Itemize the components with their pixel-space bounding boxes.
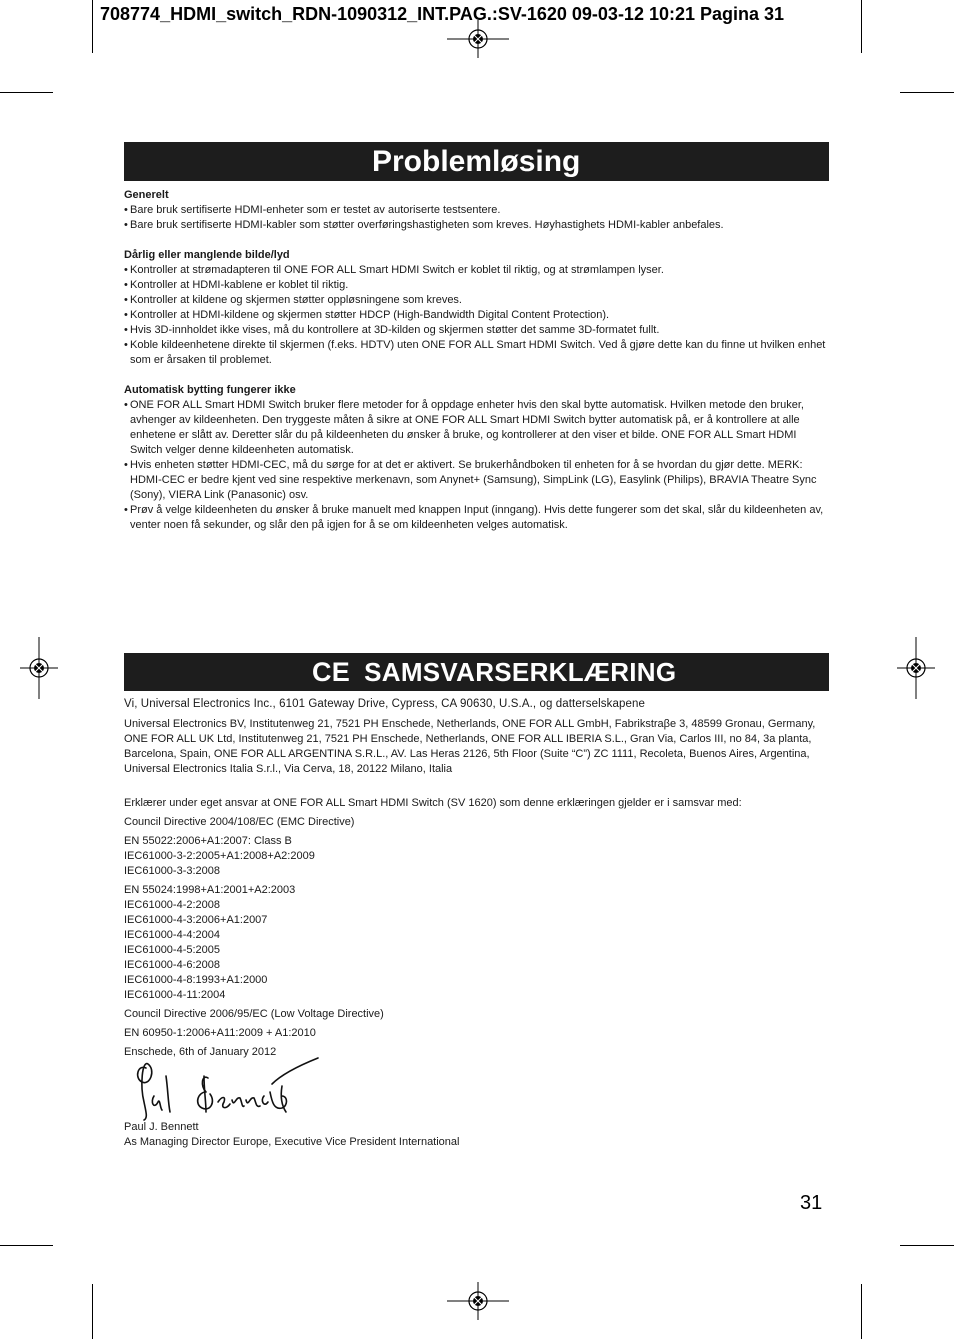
crop-mark — [900, 92, 954, 93]
troubleshooting-content — [124, 188, 829, 533]
bullet-list — [124, 398, 829, 533]
standard-item: IEC61000-4-11:2004 — [124, 989, 226, 1001]
crop-mark — [0, 1245, 53, 1246]
crop-mark — [900, 1245, 954, 1246]
standard-item: IEC61000-4-3:2006+A1:2007 — [124, 914, 268, 926]
standard-item: EN 55022:2006+A1:2007: Class B — [124, 835, 292, 847]
list-item: • Bare bruk sertifiserte HDMI-enheter som er testet av autoriserte testsentere. — [124, 203, 829, 218]
standard-item: IEC61000-4-6:2008 — [124, 959, 221, 971]
declaration-text: Erklærer under eget ansvar at ONE FOR ALL Smart HDMI Switch (SV 1620) som denne erklæringen gjelder er i samsvar med: — [124, 797, 742, 809]
section-title-bar — [124, 142, 829, 181]
immunity-standards — [124, 883, 829, 1003]
page-title: Problemløsing — [372, 144, 581, 178]
standard-item: EN 55024:1998+A1:2001+A2:2003 — [124, 884, 296, 896]
registration-mark-icon — [447, 20, 509, 58]
emission-standards — [124, 834, 829, 879]
signatory-title: As Managing Director Europe, Executive Vice President International — [124, 1136, 460, 1148]
place-date: Enschede, 6th of January 2012 — [124, 1046, 277, 1058]
lvd-standard: EN 60950-1:2006+A11:2009 + A1:2010 — [124, 1027, 316, 1039]
page-number: 31 — [800, 1192, 823, 1214]
print-slug: 708774_HDMI_switch_RDN-1090312_INT.PAG.:SV-1620 09-03-12 10:21 Pagina 31 — [100, 4, 785, 24]
subsidiaries-text: Universal Electronics BV, Institutenweg 21, 7521 PH Enschede, Netherlands, ONE FOR ALL GmbH, Fabrikstraβe 3, 48599 Gronau, Germany, ONE FOR ALL UK Ltd, Institutenweg 21, 7521 PH Enschede, Netherlands, ONE FOR ALL IBERIA S.L., Gran Via, Carlos III, no 84, 3a planta, Barcelona, Spain, ONE FOR ALL ARGENTINA S.R.L., AV. Las Heras 2126, 5th Floor (Suite “C”) ZC 1111, Recoleta, Buenos Aires, Argentina, Universal Electronics Italia S.r.l., Via Cerva, 18, 20122 Milano, Italia — [124, 718, 816, 775]
standard-item: IEC61000-3-3:2008 — [124, 865, 221, 877]
section-heading: Automatisk bytting fungerer ikke — [124, 384, 296, 396]
list-item: • Hvis enheten støtter HDMI-CEC, må du sørge for at det er aktivert. Se brukerhåndboken til enheten for å se hvordan du gjør dette. MERK: HDMI-CEC er bedre kjent ved sine respektive merkenavn, som Anynet+ (Samsung), SimpLink (LG), Easylink (Philips), BRAVIA Theatre Sync (Sony), VIERA Link (Panasonic) osv. — [124, 458, 829, 503]
declaration-lead: Vi, Universal Electronics Inc., 6101 Gateway Drive, Cypress, CA 90630, U.S.A., og datterselskapene — [124, 698, 645, 710]
standard-item: IEC61000-4-8:1993+A1:2000 — [124, 974, 268, 986]
emc-directive: Council Directive 2004/108/EC (EMC Directive) — [124, 816, 355, 828]
list-item: • Hvis 3D-innholdet ikke vises, må du kontrollere at 3D-kilden og skjermen støtter det samme 3D-formatet fullt. — [124, 323, 829, 338]
list-item: • Kontroller at kildene og skjermen støtter oppløsningene som kreves. — [124, 293, 829, 308]
standard-item: IEC61000-4-4:2004 — [124, 929, 221, 941]
ce-mark-icon: CE — [312, 656, 351, 687]
standard-item: IEC61000-4-2:2008 — [124, 899, 221, 911]
bullet-list — [124, 263, 829, 368]
bullet-list — [124, 203, 829, 233]
section-title-bar — [124, 653, 829, 691]
list-item: • Bare bruk sertifiserte HDMI-kabler som støtter overføringshastigheten som kreves. Høyhastighets HDMI-kabler anbefales. — [124, 218, 829, 233]
lvd-directive: Council Directive 2006/95/EC (Low Voltage Directive) — [124, 1008, 384, 1020]
list-item: • Kontroller at HDMI-kildene og skjermen støtter HDCP (High-Bandwidth Digital Content Protection). — [124, 308, 829, 323]
list-item: • Kontroller at HDMI-kablene er koblet til riktig. — [124, 278, 829, 293]
list-item: • ONE FOR ALL Smart HDMI Switch bruker flere metoder for å oppdage enheter hvis den skal bytte automatisk. Hvilken metode den bruker, avhenger av kildeenheten. Den tryggeste måten å sikre at ONE FOR ALL Smart HDMI Switch bytter automatisk på, er å kontrollere at alle enhetene er slått av. Deretter slår du på kildeenheten du ønsker å bruke, og kontrollerer at den viser et bilde. ONE FOR ALL Smart HDMI Switch velger denne kildeenheten automatisk. — [124, 398, 829, 458]
section-heading: Generelt — [124, 189, 169, 201]
signature-icon — [132, 1056, 322, 1122]
crop-mark — [92, 0, 93, 53]
standard-item: IEC61000-4-5:2005 — [124, 944, 221, 956]
section-heading: Dårlig eller manglende bilde/lyd — [124, 249, 290, 261]
crop-mark — [92, 1284, 93, 1339]
list-item: • Kontroller at strømadapteren til ONE FOR ALL Smart HDMI Switch er koblet til riktig, og at strømlampen lyser. — [124, 263, 829, 278]
standard-item: IEC61000-3-2:2005+A1:2008+A2:2009 — [124, 850, 315, 862]
signatory-name: Paul J. Bennett — [124, 1121, 199, 1133]
crop-mark — [0, 92, 53, 93]
section-title: SAMSVARSERKLÆRING — [364, 656, 677, 687]
crop-mark — [861, 0, 862, 53]
list-item: • Prøv å velge kildeenheten du ønsker å bruke manuelt med knappen Input (inngang). Hvis dette fungerer som det skal, slår du kildeenheten av, venter noen få sekunder, og slår den på igjen for å se om kildeenheten velges automatisk. — [124, 503, 829, 533]
registration-mark-icon — [20, 637, 58, 699]
list-item: • Koble kildeenhetene direkte til skjermen (f.eks. HDTV) uten ONE FOR ALL Smart HDMI Switch. Ved å gjøre dette kan du finne ut hvilken enhet som er årsaken til problemet. — [124, 338, 829, 368]
registration-mark-icon — [447, 1282, 509, 1320]
crop-mark — [861, 1284, 862, 1339]
registration-mark-icon — [897, 637, 935, 699]
